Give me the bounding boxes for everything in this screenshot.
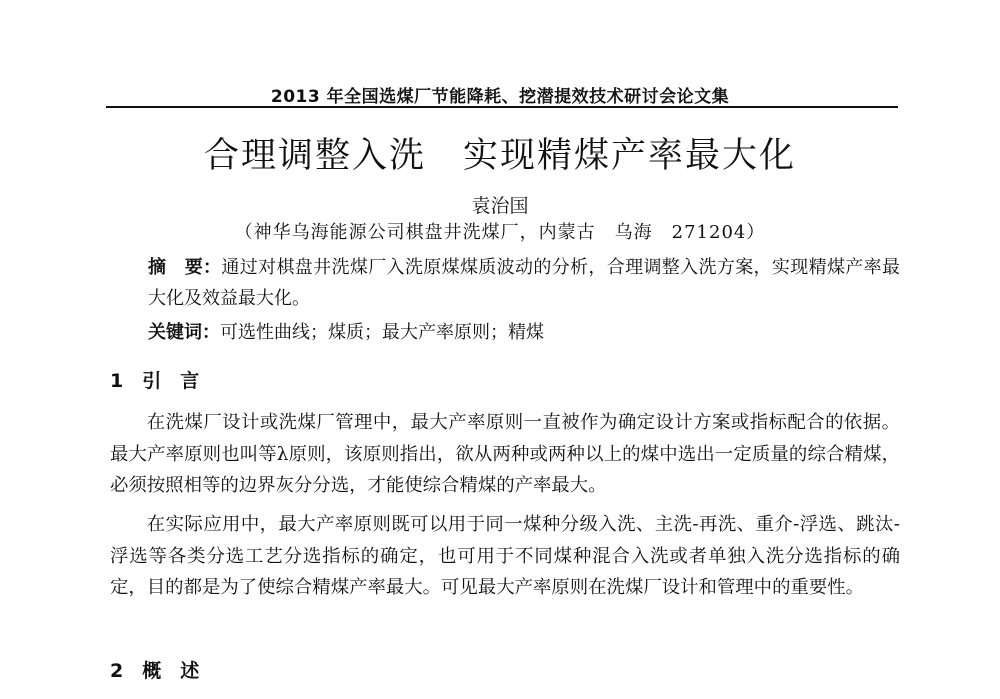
- running-header: 2013 年全国选煤厂节能降耗、挖潜提效技术研讨会论文集: [270, 87, 730, 107]
- paper-title: 合理调整入洗 实现精煤产率最大化: [203, 136, 796, 176]
- header-rule: [106, 106, 898, 108]
- body-paragraph: 在实际应用中，最大产率原则既可以用于同一煤种分级入洗、主洗-再洗、重介-浮选、跳汰-浮选等各类分选工艺分选指标的确定，也可用于不同煤种混合入洗或者单独入洗分选指标的确定，目的都是为了使综合精煤产率最大。可见最大产率原则在洗煤厂设计和管理中的重要性。: [110, 514, 900, 598]
- section-heading-overview: 2 概 述: [110, 660, 200, 682]
- abstract-text: 通过对棋盘井洗煤厂入洗原煤煤质波动的分析，合理调整入洗方案，实现精煤产率最大化及效益最大化。: [148, 257, 901, 309]
- keywords-text: 可选性曲线；煤质；最大产率原则；精煤: [220, 322, 544, 343]
- keywords: [148, 317, 900, 348]
- abstract-label: 摘 要：: [148, 257, 222, 278]
- author-name: 袁治国: [471, 195, 529, 217]
- body-paragraph: 在洗煤厂设计或洗煤厂管理中，最大产率原则一直被作为确定设计方案或指标配合的依据。最大产率原则也叫等λ原则，该原则指出，欲从两种或两种以上的煤中选出一定质量的综合精煤，必须按照相等的边界灰分分选，才能使综合精煤的产率最大。: [110, 412, 900, 496]
- section-heading-introduction: 1 引 言: [110, 370, 200, 392]
- author-affiliation: （神华乌海能源公司棋盘井洗煤厂，内蒙古 乌海 271204）: [234, 222, 766, 243]
- abstract: [148, 252, 900, 314]
- keywords-label: 关键词：: [148, 322, 220, 343]
